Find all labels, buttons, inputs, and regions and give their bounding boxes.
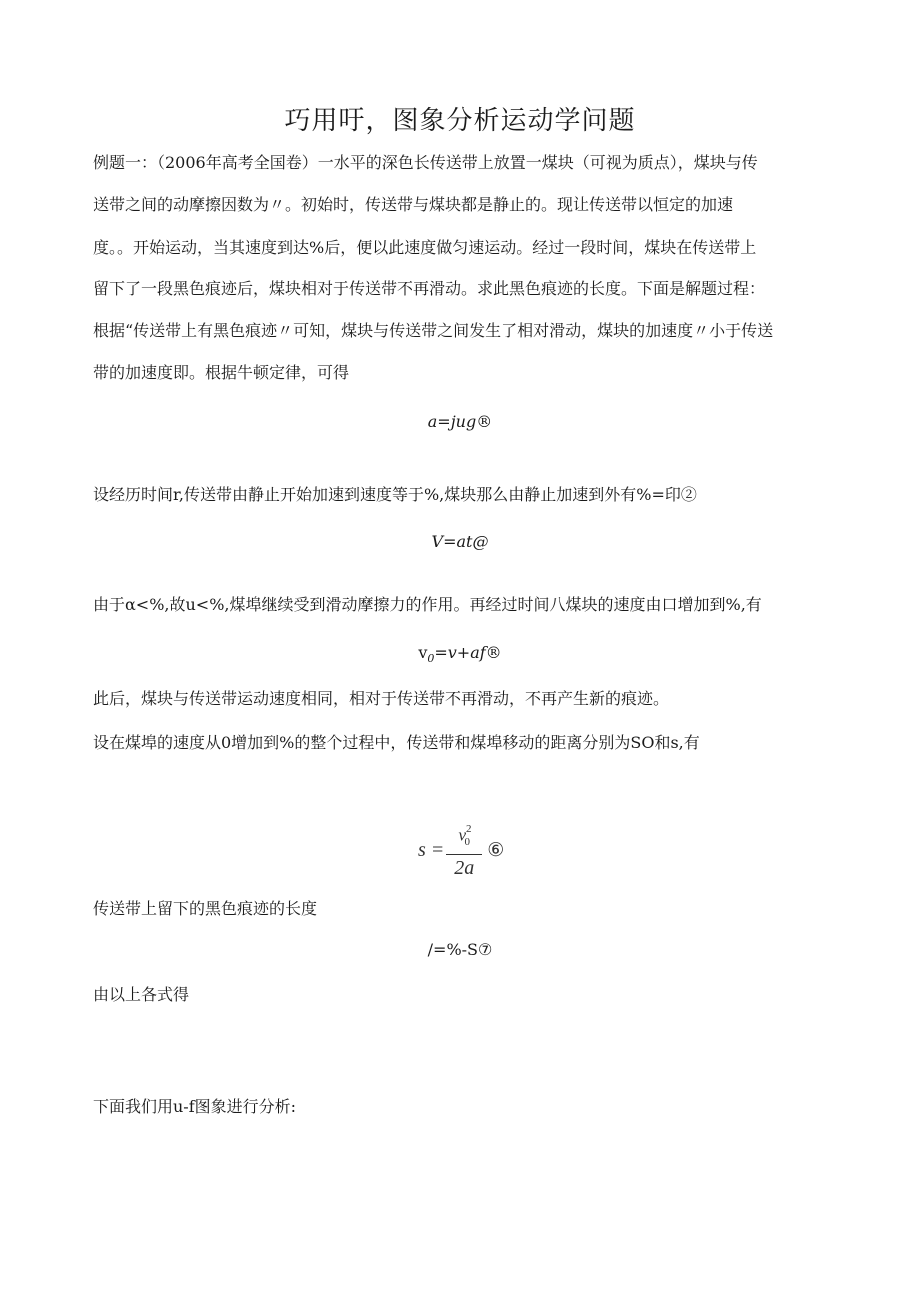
eq6-num-sup: 2 xyxy=(466,822,472,835)
problem-line-5: 根据“传送带上有黑色痕迹〃可知，煤块与传送带之间发生了相对滑动，煤块的加速度〃小于传送 xyxy=(93,321,774,340)
paragraph-time: 设经历时间r,传送带由静止开始加速到速度等于%,煤块那么由静止加速到外有%=印② xyxy=(93,485,697,504)
eq3-rest: =v+af® xyxy=(434,643,502,662)
problem-line-6: 带的加速度即。根据牛顿定律，可得 xyxy=(93,363,350,382)
paragraph-friction: 由于α<%,故u<%,煤埠继续受到滑动摩擦力的作用。再经过时间八煤块的速度由口增加到%,有 xyxy=(93,595,762,614)
eq6-numerator xyxy=(459,821,471,852)
equation-6 xyxy=(418,820,504,880)
equation-1: a=jug® xyxy=(427,412,493,431)
eq6-denominator: 2a xyxy=(454,857,475,880)
paragraph-graph-analysis: 下面我们用u-f图象进行分析: xyxy=(93,1097,297,1116)
paragraph-trace-length: 传送带上留下的黑色痕迹的长度 xyxy=(93,899,318,918)
problem-line-2: 送带之间的动摩擦因数为〃。初始时，传送带与煤块都是静止的。现让传送带以恒定的加速 xyxy=(93,195,734,214)
eq6-lhs: s = xyxy=(418,838,445,861)
problem-line-4: 留下了一段黑色痕迹后，煤块相对于传送带不再滑动。求此黑色痕迹的长度。下面是解题过程： xyxy=(93,279,766,298)
equation-7: /=%-S⑦ xyxy=(427,940,493,959)
eq6-num-var: v xyxy=(458,825,467,845)
problem-line-3: 度。。开始运动，当其速度到达%后，便以此速度做匀速运动。经过一段时间，煤块在传送带上 xyxy=(93,238,757,257)
eq6-num-sub: 0 xyxy=(464,836,471,849)
equation-2: V=at@ xyxy=(431,532,489,551)
paragraph-combine: 由以上各式得 xyxy=(93,985,190,1004)
eq6-fraction-bar xyxy=(446,854,482,855)
page-title: 巧用吁，图象分析运动学问题 xyxy=(284,106,636,136)
equation-3 xyxy=(0,643,920,665)
eq6-mark: ⑥ xyxy=(487,839,505,861)
paragraph-after: 此后，煤块与传送带运动速度相同，相对于传送带不再滑动，不再产生新的痕迹。 xyxy=(93,689,670,708)
eq3-sub: 0 xyxy=(427,652,435,666)
problem-line-1: 例题一：（2006年高考全国卷）一水平的深色长传送带上放置一煤块（可视为质点），煤块与传 xyxy=(93,153,758,172)
eq6-fraction xyxy=(446,821,482,879)
paragraph-distance: 设在煤埠的速度从0增加到%的整个过程中，传送带和煤埠移动的距离分别为SO和s,有 xyxy=(93,733,700,752)
eq3-v: v xyxy=(418,643,428,662)
